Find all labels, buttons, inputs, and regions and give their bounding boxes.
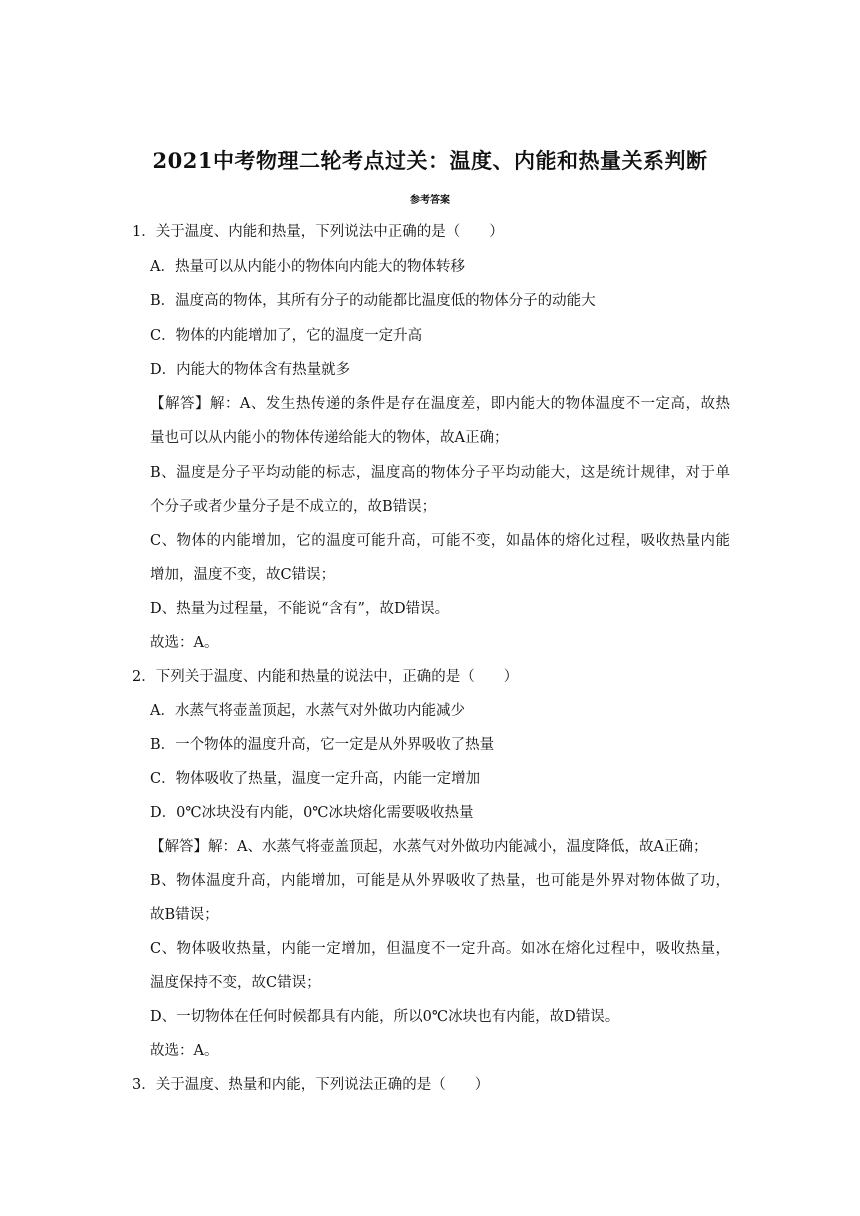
question-2-analysis-line: 【解答】解：A、水蒸气将壶盖顶起，水蒸气对外做功内能减小，温度降低，故A正确； (150, 839, 708, 855)
question-1-analysis-line: 个分子或者少量分子是不成立的，故B错误； (150, 499, 437, 515)
question-3-stem: 3．关于温度、热量和内能，下列说法正确的是（ ） (132, 1077, 490, 1093)
question-2-analysis-line: D、一切物体在任何时候都具有内能，所以0℃冰块也有内能，故D错误。 (150, 1009, 620, 1025)
question-2-stem: 2．下列关于温度、内能和热量的说法中，正确的是（ ） (132, 669, 519, 685)
question-2-option-a: A．水蒸气将壶盖顶起，水蒸气对外做功内能减少 (150, 703, 465, 719)
question-1-analysis-line: C、物体的内能增加，它的温度可能升高，可能不变，如晶体的熔化过程，吸收热量内能 (150, 533, 730, 549)
question-1-analysis-line: D、热量为过程量，不能说“含有”，故D错误。 (150, 601, 450, 617)
question-2-answer: 故选：A。 (150, 1043, 219, 1059)
document-title: 2021中考物理二轮考点过关：温度、内能和热量关系判断 (152, 148, 708, 173)
question-2-analysis-line: 温度保持不变，故C错误； (150, 975, 321, 991)
question-1-analysis-line: B、温度是分子平均动能的标志，温度高的物体分子平均动能大，这是统计规律，对于单 (150, 465, 730, 481)
question-1-analysis-line: 【解答】解：A、发生热传递的条件是存在温度差，即内能大的物体温度不一定高，故热 (150, 396, 730, 412)
question-1-option-d: D．内能大的物体含有热量就多 (150, 362, 351, 378)
question-2-option-c: C．物体吸收了热量，温度一定升高，内能一定增加 (150, 771, 481, 787)
question-2-analysis-line: 故B错误； (150, 907, 219, 923)
question-1-analysis-line: 增加，温度不变，故C错误； (150, 567, 336, 583)
question-2-analysis-line: C、物体吸收热量，内能一定增加，但温度不一定升高。如冰在熔化过程中，吸收热量， (150, 941, 730, 957)
question-1-stem: 1．关于温度、内能和热量，下列说法中正确的是（ ） (132, 224, 504, 240)
question-1-answer: 故选：A。 (150, 635, 219, 651)
question-1-option-b: B．温度高的物体，其所有分子的动能都比温度低的物体分子的动能大 (150, 293, 596, 309)
question-1-option-c: C．物体的内能增加了，它的温度一定升高 (150, 328, 423, 344)
question-1-analysis-line: 量也可以从内能小的物体传递给能大的物体，故A正确； (150, 430, 509, 446)
question-1-option-a: A．热量可以从内能小的物体向内能大的物体转移 (150, 259, 465, 275)
question-2-analysis-line: B、物体温度升高，内能增加，可能是从外界吸收了热量，也可能是外界对物体做了功， (150, 873, 730, 889)
document-subtitle: 参考答案 (410, 195, 450, 206)
question-2-option-b: B．一个物体的温度升高，它一定是从外界吸收了热量 (150, 737, 495, 753)
question-2-option-d: D．0℃冰块没有内能，0℃冰块熔化需要吸收热量 (150, 805, 474, 821)
